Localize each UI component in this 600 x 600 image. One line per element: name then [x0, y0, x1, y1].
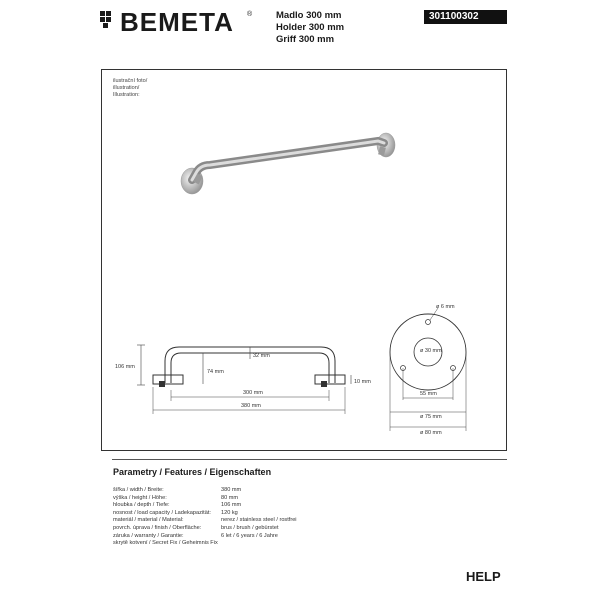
hole-top: [426, 320, 431, 325]
dim-gap-top: 32 mm: [253, 353, 270, 359]
spec-label: záruka / warranty / Garantie:: [113, 532, 184, 539]
illustration-label-de: Illustration:: [113, 92, 140, 98]
dim-inner-length: 300 mm: [243, 390, 263, 396]
spec-row: [113, 494, 239, 502]
spec-label: šířka / width / Breite:: [113, 487, 164, 493]
spec-value: nerez / stainless steel / rostfrei: [221, 517, 297, 524]
grab-bar: [192, 141, 384, 180]
spec-row: [113, 540, 218, 547]
spec-row: [113, 517, 297, 524]
base-right: [315, 375, 345, 384]
product-code: 301100302: [424, 10, 507, 24]
spec-row: [113, 502, 242, 509]
spec-row: [113, 509, 238, 517]
spec-value: 120 kg: [221, 509, 238, 516]
parameters-title: Parametry / Features / Eigenschaften: [113, 467, 272, 477]
spec-label: nosnost / load capacity / Ladekapazität:: [113, 509, 211, 516]
illustration-label-en: illustration/: [113, 85, 140, 91]
dim-base-thickness: 10 mm: [354, 379, 371, 385]
spec-row: [113, 525, 279, 532]
dim-center-diameter: ø 30 mm: [420, 348, 442, 354]
illustration-label-cz: ilustrační foto/: [113, 78, 148, 84]
product-title-de: Griff 300 mm: [276, 34, 335, 45]
logo-mark: [100, 11, 116, 31]
dim-height-left: 106 mm: [115, 364, 135, 370]
product-titles: [276, 10, 344, 46]
brand-name: BEMETA: [120, 7, 234, 37]
product-photo: [178, 125, 400, 205]
side-view-drawing: [113, 335, 371, 420]
dim-flange-diameter: ø 80 mm: [420, 430, 442, 436]
spec-label: výška / height / Höhe:: [113, 494, 167, 501]
spec-label: hloubka / depth / Tiefe:: [113, 502, 170, 509]
dim-inner-height: 74 mm: [207, 369, 224, 375]
spec-row: [113, 532, 278, 540]
flange-view-drawing: [376, 300, 486, 440]
spec-value: 80 mm: [221, 494, 239, 501]
dim-hole-diameter: ø 6 mm: [436, 304, 455, 310]
section-divider: [112, 459, 507, 460]
spec-label: materiál / material / Material:: [113, 517, 184, 524]
brand-logo: [100, 9, 260, 39]
dim-inner-flange: ø 75 mm: [420, 414, 442, 420]
product-title-en: Holder 300 mm: [276, 22, 345, 33]
spec-value: 6 let / 6 years / 6 Jahre: [221, 532, 278, 539]
series-name: HELP: [466, 569, 501, 584]
spec-label: skrytě kotvení / Secret Fix / Geheimnis Fix: [113, 540, 218, 547]
spec-value: 380 mm: [221, 487, 242, 493]
product-title-cz: Madlo 300 mm: [276, 10, 342, 21]
dim-hole-spacing: 55 mm: [420, 391, 437, 397]
base-left: [153, 375, 183, 384]
dim-overall-length: 380 mm: [241, 403, 261, 409]
registered-mark: ®: [247, 11, 253, 18]
spec-row: [113, 487, 242, 494]
spec-value: brus / brush / gebürstet: [221, 525, 279, 531]
spec-label: povrch. úprava / finish / Oberfläche:: [113, 525, 202, 531]
spec-value: 106 mm: [221, 502, 242, 509]
illustration-label: [113, 78, 147, 99]
